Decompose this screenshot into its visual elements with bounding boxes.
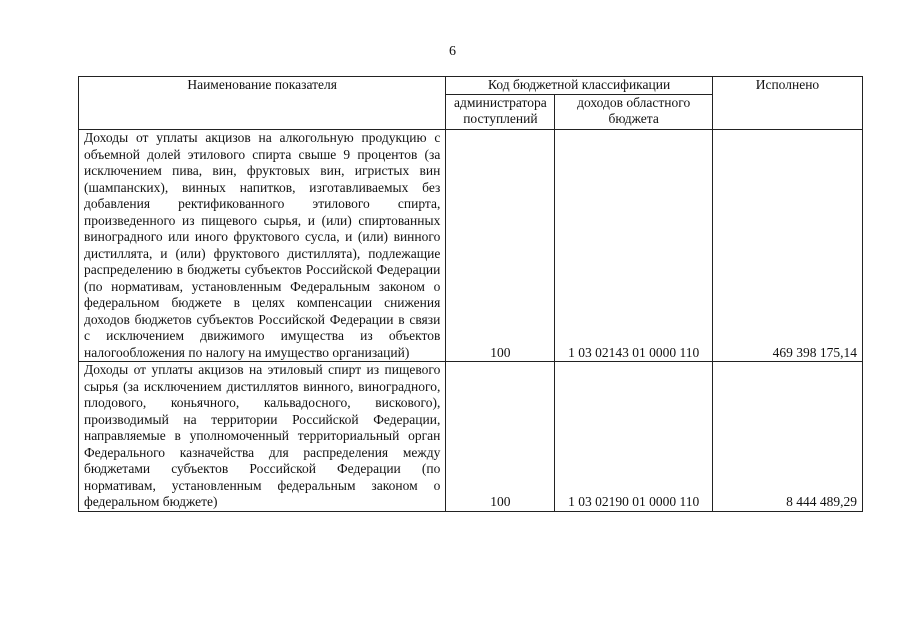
row-amount: 8 444 489,29 [712, 362, 862, 512]
row-administrator: 100 [446, 130, 555, 362]
row-amount: 469 398 175,14 [712, 130, 862, 362]
row-code: 1 03 02190 01 0000 110 [555, 362, 712, 512]
header-administrator: администратора поступлений [446, 95, 555, 130]
row-code: 1 03 02143 01 0000 110 [555, 130, 712, 362]
table-row [79, 362, 863, 512]
row-administrator: 100 [446, 362, 555, 512]
row-name: Доходы от уплаты акцизов на этиловый спирт из пищевого сырья (за исключением дистиллятов винного, виноградного, плодового, коньячного, кальвадосного, вискового), производимый на территории Российской Федерации, направляемые в уполномоченный территориальный орган Федерального казначейства для распределения между бюджетами субъектов Российской Федерации (по нормативам, установленным федеральным законом о федеральном бюджете) [79, 362, 446, 512]
row-name: Доходы от уплаты акцизов на алкогольную продукцию с объемной долей этилового спирта свыше 9 процентов (за исключением пива, вин, фруктовых вин, игристых вин (шампанских), винных напитков, изготавливаемых без добавления ректификованного этилового спирта, произведенного из пищевого сырья, и (или) спиртованных виноградного или иного фруктового сусла, и (или) винного дистиллята, и (или) фруктового дистиллята), подлежащие распределению в бюджеты субъектов Российской Федерации (по нормативам, установленным Федеральным законом о федеральном бюджете в целях компенсации снижения доходов бюджетов субъектов Российской Федерации в связи с исключением движимого имущества из объектов налогообложения по налогу на имущество организаций) [79, 130, 446, 362]
table-row [79, 130, 863, 362]
header-code-group: Код бюджетной классификации [446, 77, 713, 95]
header-name: Наименование показателя [79, 77, 446, 130]
header-executed: Исполнено [712, 77, 862, 130]
header-revenue-code: доходов областного бюджета [555, 95, 712, 130]
budget-table [78, 76, 863, 512]
header-row [79, 77, 863, 95]
page-number: 6 [449, 44, 456, 59]
